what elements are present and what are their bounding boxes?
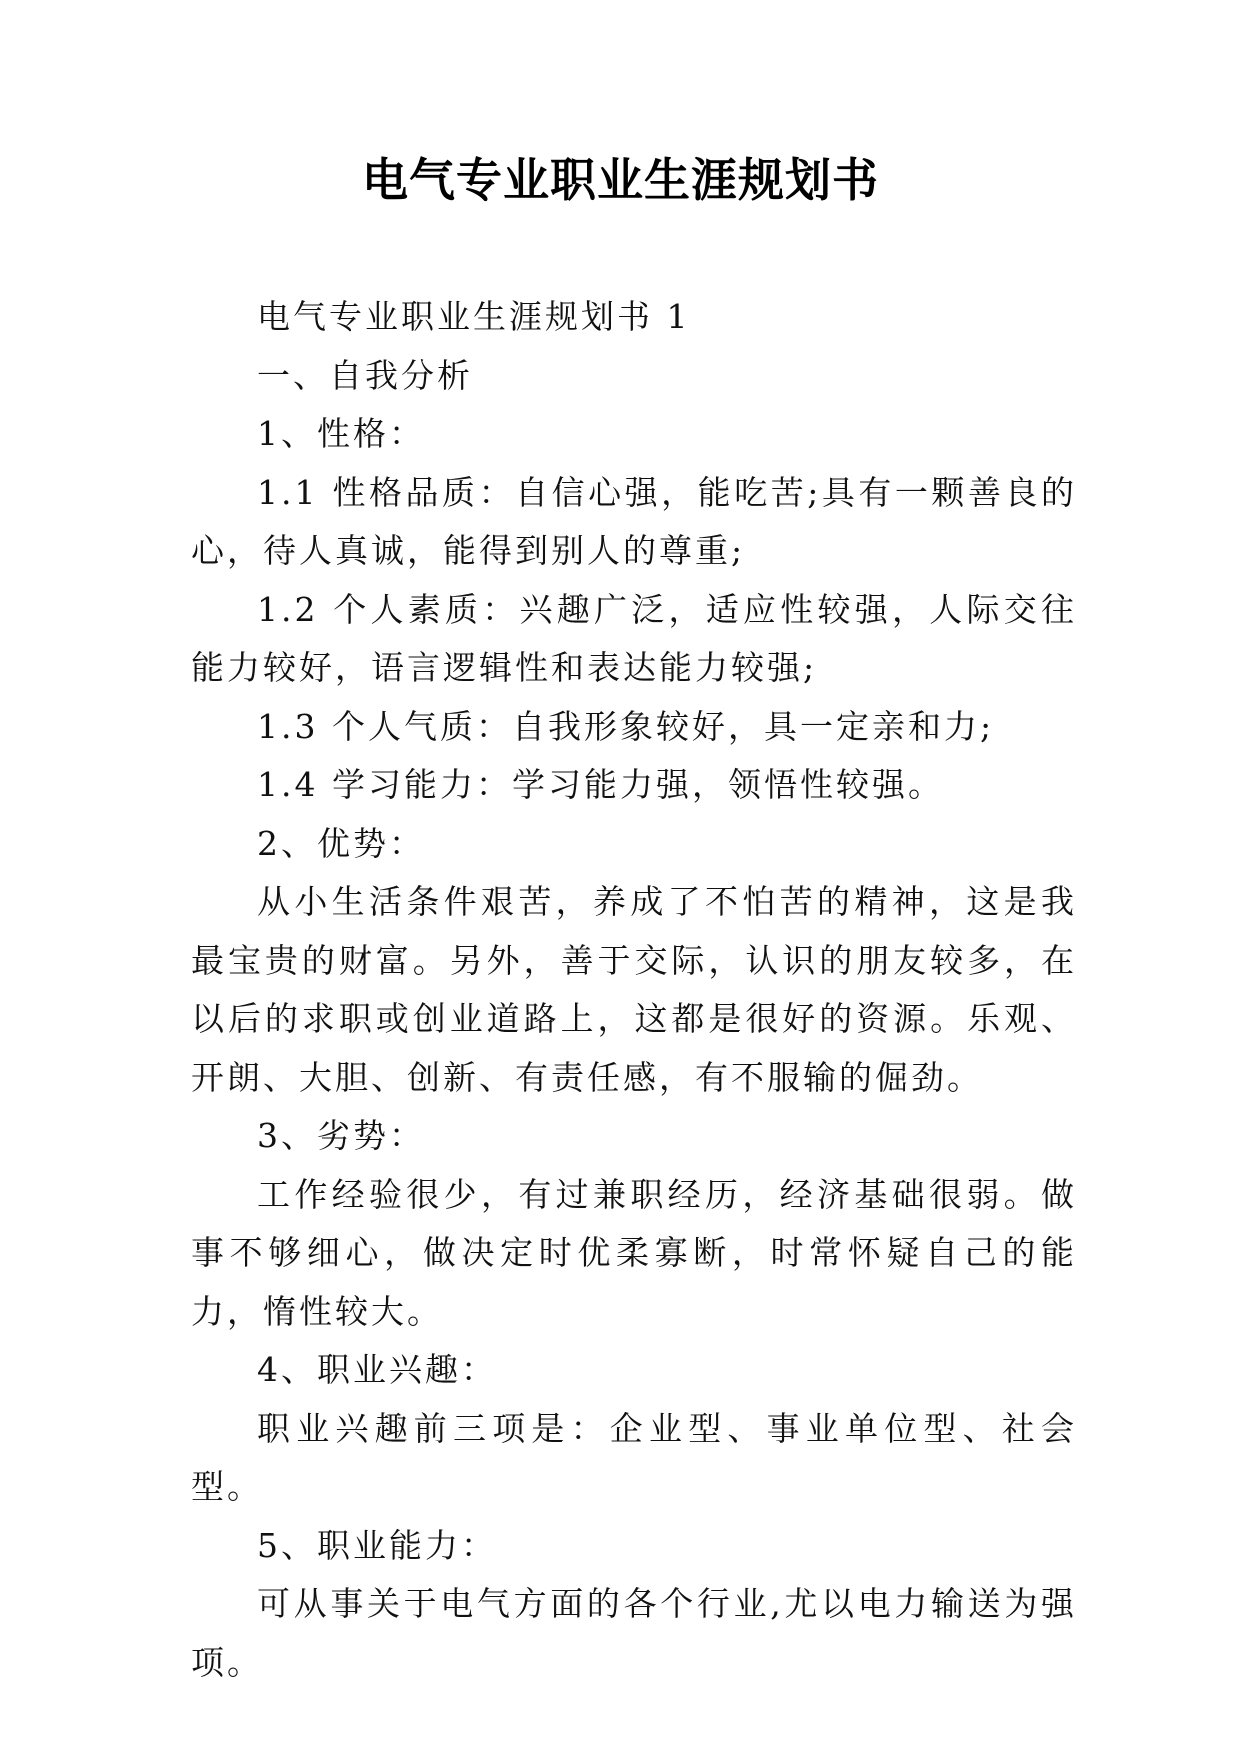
paragraph-personal-quality: 1.2 个人素质：兴趣广泛，适应性较强，人际交往能力较好，语言逻辑性和表达能力较强; [191, 589, 1077, 687]
subheading-weaknesses: 3、劣势： [257, 1116, 425, 1155]
document-body [191, 288, 1077, 1692]
paragraph-learning-ability: 1.4 学习能力：学习能力强，领悟性较强。 [257, 765, 944, 804]
paragraph-strengths: 从小生活条件艰苦，养成了不怕苦的精神，这是我最宝贵的财富。另外，善于交际，认识的朋友较多，在以后的求职或创业道路上，这都是很好的资源。乐观、开朗、大胆、创新、有责任感，有不服输的倔劲。 [191, 882, 1077, 1097]
section-heading-self-analysis: 一、自我分析 [257, 355, 473, 395]
paragraph-career-ability: 可从事关于电气方面的各个行业,尤以电力输送为强项。 [191, 1584, 1077, 1682]
paragraph-temperament: 1.3 个人气质：自我形象较好，具一定亲和力; [257, 706, 995, 746]
subheading-strengths: 2、优势： [257, 823, 425, 863]
subtitle-paragraph: 电气专业职业生涯规划书 1 [257, 297, 691, 336]
paragraph-character-quality: 1.1 性格品质：自信心强，能吃苦;具有一颗善良的心，待人真诚，能得到别人的尊重; [191, 472, 1077, 570]
subheading-personality: 1、性格： [257, 414, 425, 453]
paragraph-weaknesses: 工作经验很少，有过兼职经历，经济基础很弱。做事不够细心，做决定时优柔寡断，时常怀疑自己的能力，惰性较大。 [191, 1174, 1077, 1331]
subheading-career-ability: 5、职业能力： [257, 1525, 497, 1565]
subheading-career-interest: 4、职业兴趣： [257, 1350, 497, 1389]
document-title: 电气专业职业生涯规划书 [362, 153, 879, 207]
paragraph-career-interest: 职业兴趣前三项是：企业型、事业单位型、社会型。 [191, 1408, 1077, 1506]
